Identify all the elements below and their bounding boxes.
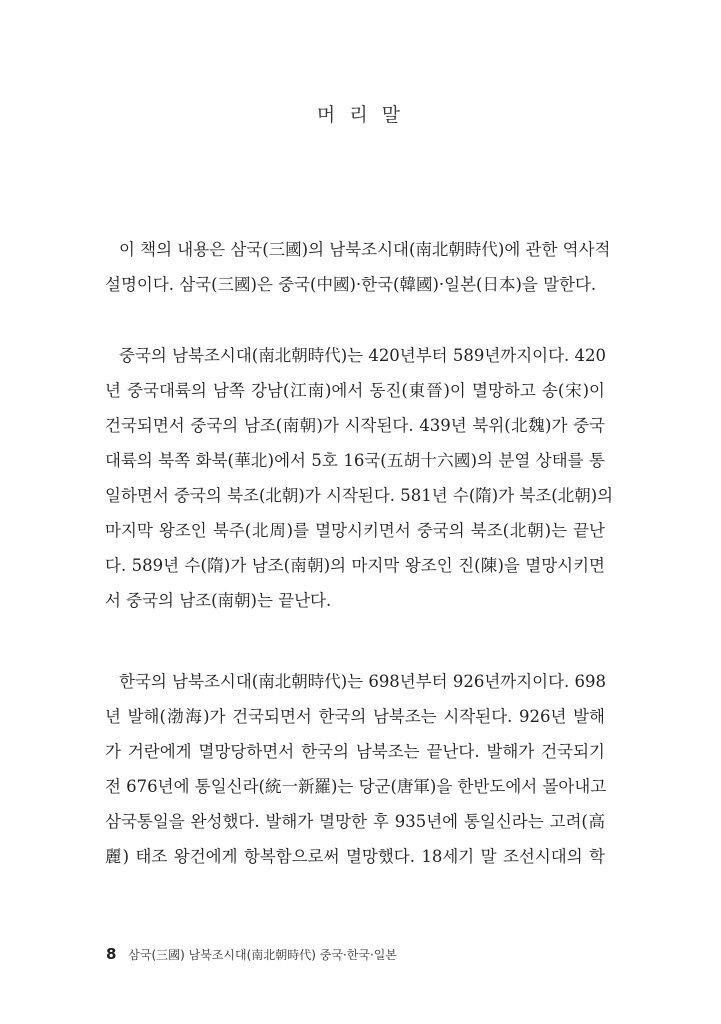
text-line: 麗) 태조 왕건에게 항복함으로써 멸망했다. 18세기 말 조선시대의 학 xyxy=(105,847,605,866)
text-line: 일하면서 중국의 북조(北朝)가 시작된다. 581년 수(隋)가 북조(北朝)의 xyxy=(105,486,614,505)
text-line: 이 책의 내용은 삼국(三國)의 남북조시대(南北朝時代)에 관한 역사적 xyxy=(119,240,611,259)
page-title: 머 리 말 xyxy=(316,104,405,126)
text-line: 마지막 왕조인 북주(北周)를 멸망시키면서 중국의 북조(北朝)는 끝난 xyxy=(105,521,605,540)
text-line: 년 발해(渤海)가 건국되면서 한국의 남북조는 시작된다. 926년 발해 xyxy=(105,707,605,726)
text-line: 년 중국대륙의 남쪽 강남(江南)에서 동진(東晉)이 멸망하고 송(宋)이 xyxy=(105,381,605,400)
text-line: 전 676년에 통일신라(統一新羅)는 당군(唐軍)을 한반도에서 몰아내고 xyxy=(105,777,607,796)
text-line: 가 거란에게 멸망당하면서 한국의 남북조는 끝난다. 발해가 건국되기 xyxy=(105,742,605,761)
running-title: 삼국(三國) 남북조시대(南北朝時代) 중국·한국·일본 xyxy=(128,948,397,962)
paragraph-intro xyxy=(105,232,611,302)
paragraph-korea xyxy=(105,664,605,874)
text-line: 삼국통일을 완성했다. 발해가 멸망한 후 935년에 통일신라는 고려(高 xyxy=(105,812,605,831)
paragraph-china xyxy=(105,338,614,618)
text-line: 건국되면서 중국의 남조(南朝)가 시작된다. 439년 북위(北魏)가 중국 xyxy=(105,416,605,435)
text-line: 한국의 남북조시대(南北朝時代)는 698년부터 926년까지이다. 698 xyxy=(119,672,607,691)
text-line: 다. 589년 수(隋)가 남조(南朝)의 마지막 왕조인 진(陳)을 멸망시키면 xyxy=(105,556,605,575)
text-line: 중국의 남북조시대(南北朝時代)는 420년부터 589년까지이다. 420 xyxy=(119,346,607,365)
text-line: 대륙의 북쪽 화북(華北)에서 5호 16국(五胡十六國)의 분열 상태를 통 xyxy=(105,451,605,470)
page-number: 8 xyxy=(106,945,117,963)
page-footer xyxy=(106,945,397,963)
text-line: 설명이다. 삼국(三國)은 중국(中國)·한국(韓國)·일본(日本)을 말한다. xyxy=(105,275,597,294)
text-line: 서 중국의 남조(南朝)는 끝난다. xyxy=(105,591,332,610)
